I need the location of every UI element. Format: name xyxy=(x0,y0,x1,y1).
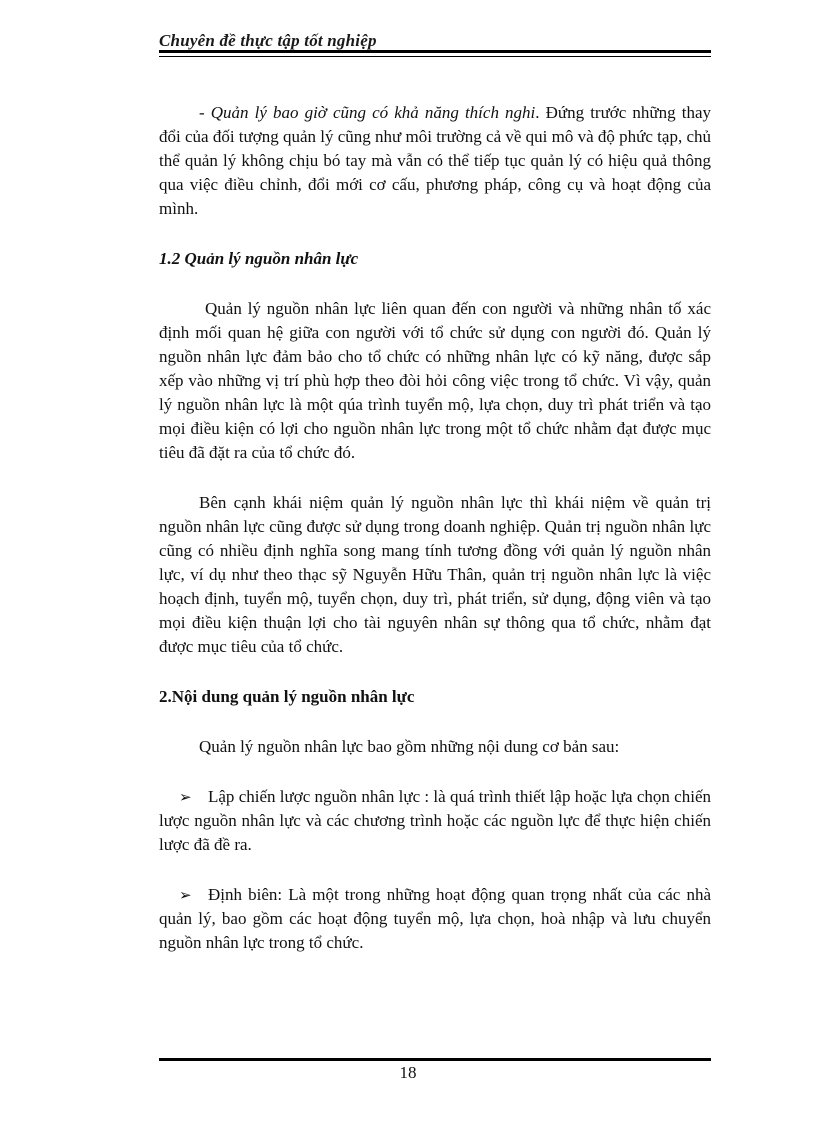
page-number: 18 xyxy=(399,1063,417,1082)
paragraph-text: . Đứng trước những thay đổi của đối tượng quản lý cũng như môi trường cả về qui mô và độ phức tạp, chủ thể quản lý không chịu bó tay mà vẫn có thể tiếp tục quản lý có hiệu quả thông qua việc điều chỉnh, đổi mới cơ cấu, phương pháp, công cụ và hoạt động của mình. xyxy=(159,103,712,218)
paragraph-lead-italic: - Quản lý bao giờ cũng có khả năng thích nghi xyxy=(199,103,536,122)
bullet-text: Định biên: Là một trong những hoạt động quan trọng nhất của các nhà quản lý, bao gồm các hoạt động tuyển mộ, lựa chọn, hoà nhập và lưu chuyển nguồn nhân lực trong tổ chức. xyxy=(159,885,711,952)
paragraph-content-intro: Quản lý nguồn nhân lực bao gồm những nội dung cơ bản sau: xyxy=(199,737,620,756)
bullet-item-staffing xyxy=(159,883,711,955)
footer-rule xyxy=(159,1058,711,1061)
paragraph-hrm-definition: Quản lý nguồn nhân lực liên quan đến con người và những nhân tố xác định mối quan hệ giữa con người với tổ chức sử dụng con người đó. Quản lý nguồn nhân lực đảm bảo cho tổ chức có những nhân lực có kỹ năng, được sắp xếp vào những vị trí phù hợp theo đòi hỏi công việc trong tổ chức. Vì vậy, quản lý nguồn nhân lực là một qúa trình tuyển mộ, lựa chọn, duy trì phát triển và tạo mọi điều kiện có lợi cho nguồn nhân lực trong một tổ chức nhằm đạt được mục tiêu đã đặt ra của tổ chức đó. xyxy=(159,299,711,462)
section-heading-1-2: 1.2 Quản lý nguồn nhân lực xyxy=(159,249,359,268)
bullet-text: Lập chiến lược nguồn nhân lực : là quá trình thiết lập hoặc lựa chọn chiến lược nguồn nhân lực và các chương trình hoặc các nguồn lực để thực hiện chiến lược đã đề ra. xyxy=(159,787,711,854)
page-body xyxy=(159,101,711,955)
section-heading-2: 2.Nội dung quản lý nguồn nhân lực xyxy=(159,687,415,706)
page-header-title: Chuyên đề thực tập tốt nghiệp xyxy=(159,31,377,50)
arrow-bullet-icon: ➢ xyxy=(179,788,192,806)
arrow-bullet-icon: ➢ xyxy=(179,886,192,904)
bullet-item-strategy xyxy=(159,785,711,857)
header-rule-thin xyxy=(159,56,711,57)
paragraph-adaptability xyxy=(159,101,711,221)
paragraph-hr-administration: Bên cạnh khái niệm quản lý nguồn nhân lực thì khái niệm về quản trị nguồn nhân lực cũng được sử dụng trong doanh nghiệp. Quản trị nguồn nhân lực cũng có nhiều định nghĩa song mang tính tương đồng với quản lý nguồn nhân lực, ví dụ như theo thạc sỹ Nguyễn Hữu Thân, quản trị nguồn nhân lực là việc hoạch định, tuyển mộ, tuyển chọn, duy trì, phát triển, sử dụng, động viên và tạo mọi điều kiện thuận lợi cho tài nguyên nhân sự thông qua tổ chức, nhằm đạt được mục tiêu của tổ chức. xyxy=(159,493,711,656)
header-rule xyxy=(159,50,711,53)
